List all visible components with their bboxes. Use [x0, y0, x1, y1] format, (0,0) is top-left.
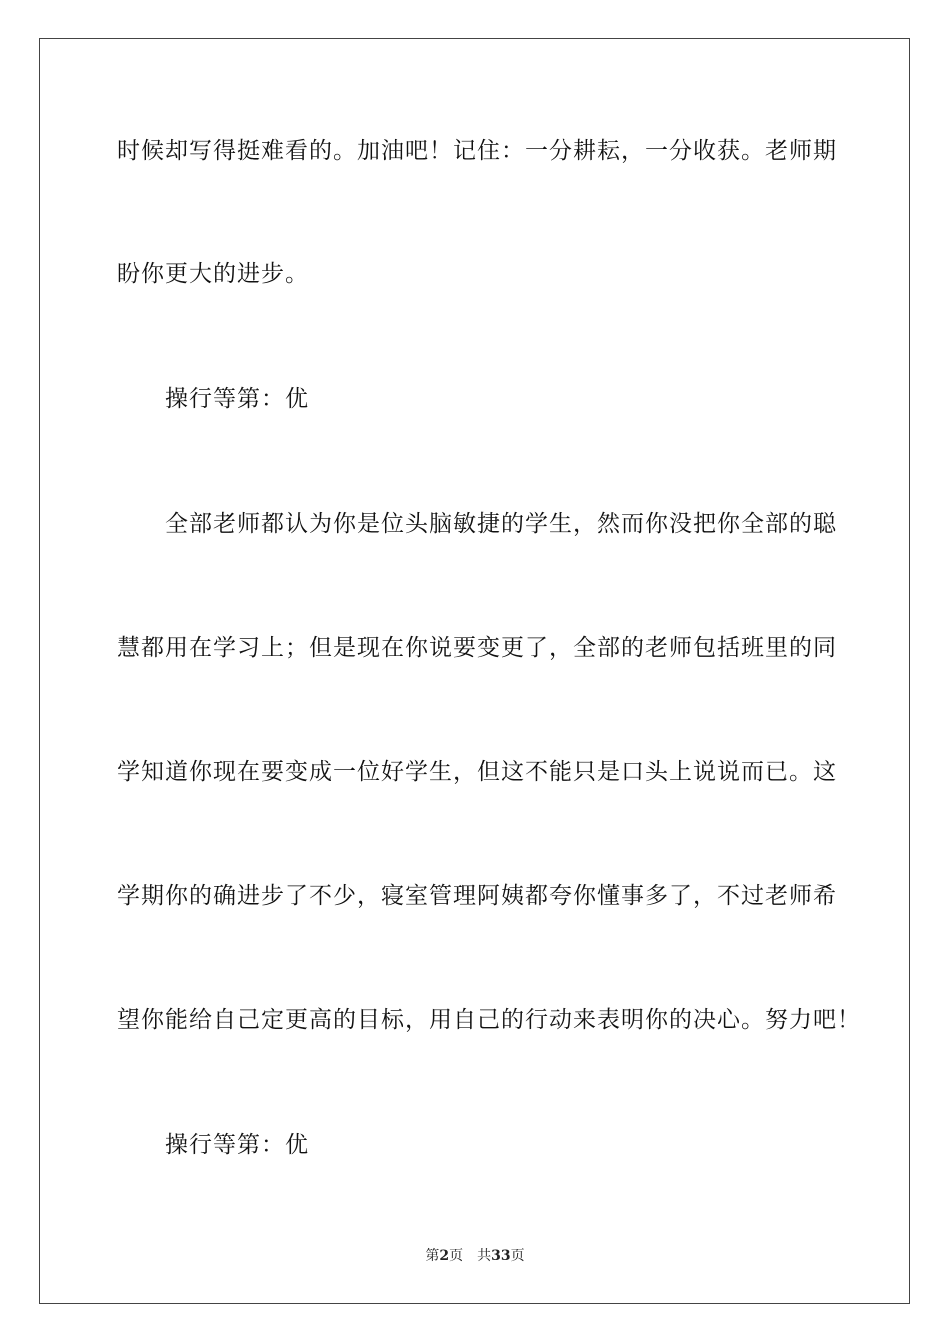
page-frame [39, 38, 910, 1304]
body-line-2: 盼你更大的进步。 [117, 261, 309, 287]
body-line-1: 时候却写得挺难看的。加油吧！记住：一分耕耘，一分收获。老师期 [117, 138, 837, 164]
body-line-6: 学期你的确进步了不少，寝室管理阿姨都夸你懂事多了，不过老师希 [117, 883, 837, 909]
footer-page-suffix: 页 [449, 1248, 464, 1264]
conduct-grade-2: 操行等第：优 [165, 1132, 309, 1158]
footer-total-pages: 33 [491, 1248, 511, 1264]
conduct-grade-1: 操行等第：优 [165, 386, 309, 412]
footer-page-number: 2 [439, 1248, 450, 1264]
page-footer [0, 1246, 950, 1266]
body-line-4: 慧都用在学习上；但是现在你说要变更了，全部的老师包括班里的同 [117, 635, 837, 661]
body-line-7: 望你能给自己定更高的目标，用自己的行动来表明你的决心。努力吧！ [117, 1007, 861, 1033]
footer-page-prefix: 第 [425, 1248, 440, 1264]
footer-total-suffix: 页 [510, 1248, 525, 1264]
footer-total-prefix: 共 [477, 1248, 492, 1264]
body-line-3: 全部老师都认为你是位头脑敏捷的学生，然而你没把你全部的聪 [165, 511, 837, 537]
body-line-5: 学知道你现在要变成一位好学生，但这不能只是口头上说说而已。这 [117, 759, 837, 785]
